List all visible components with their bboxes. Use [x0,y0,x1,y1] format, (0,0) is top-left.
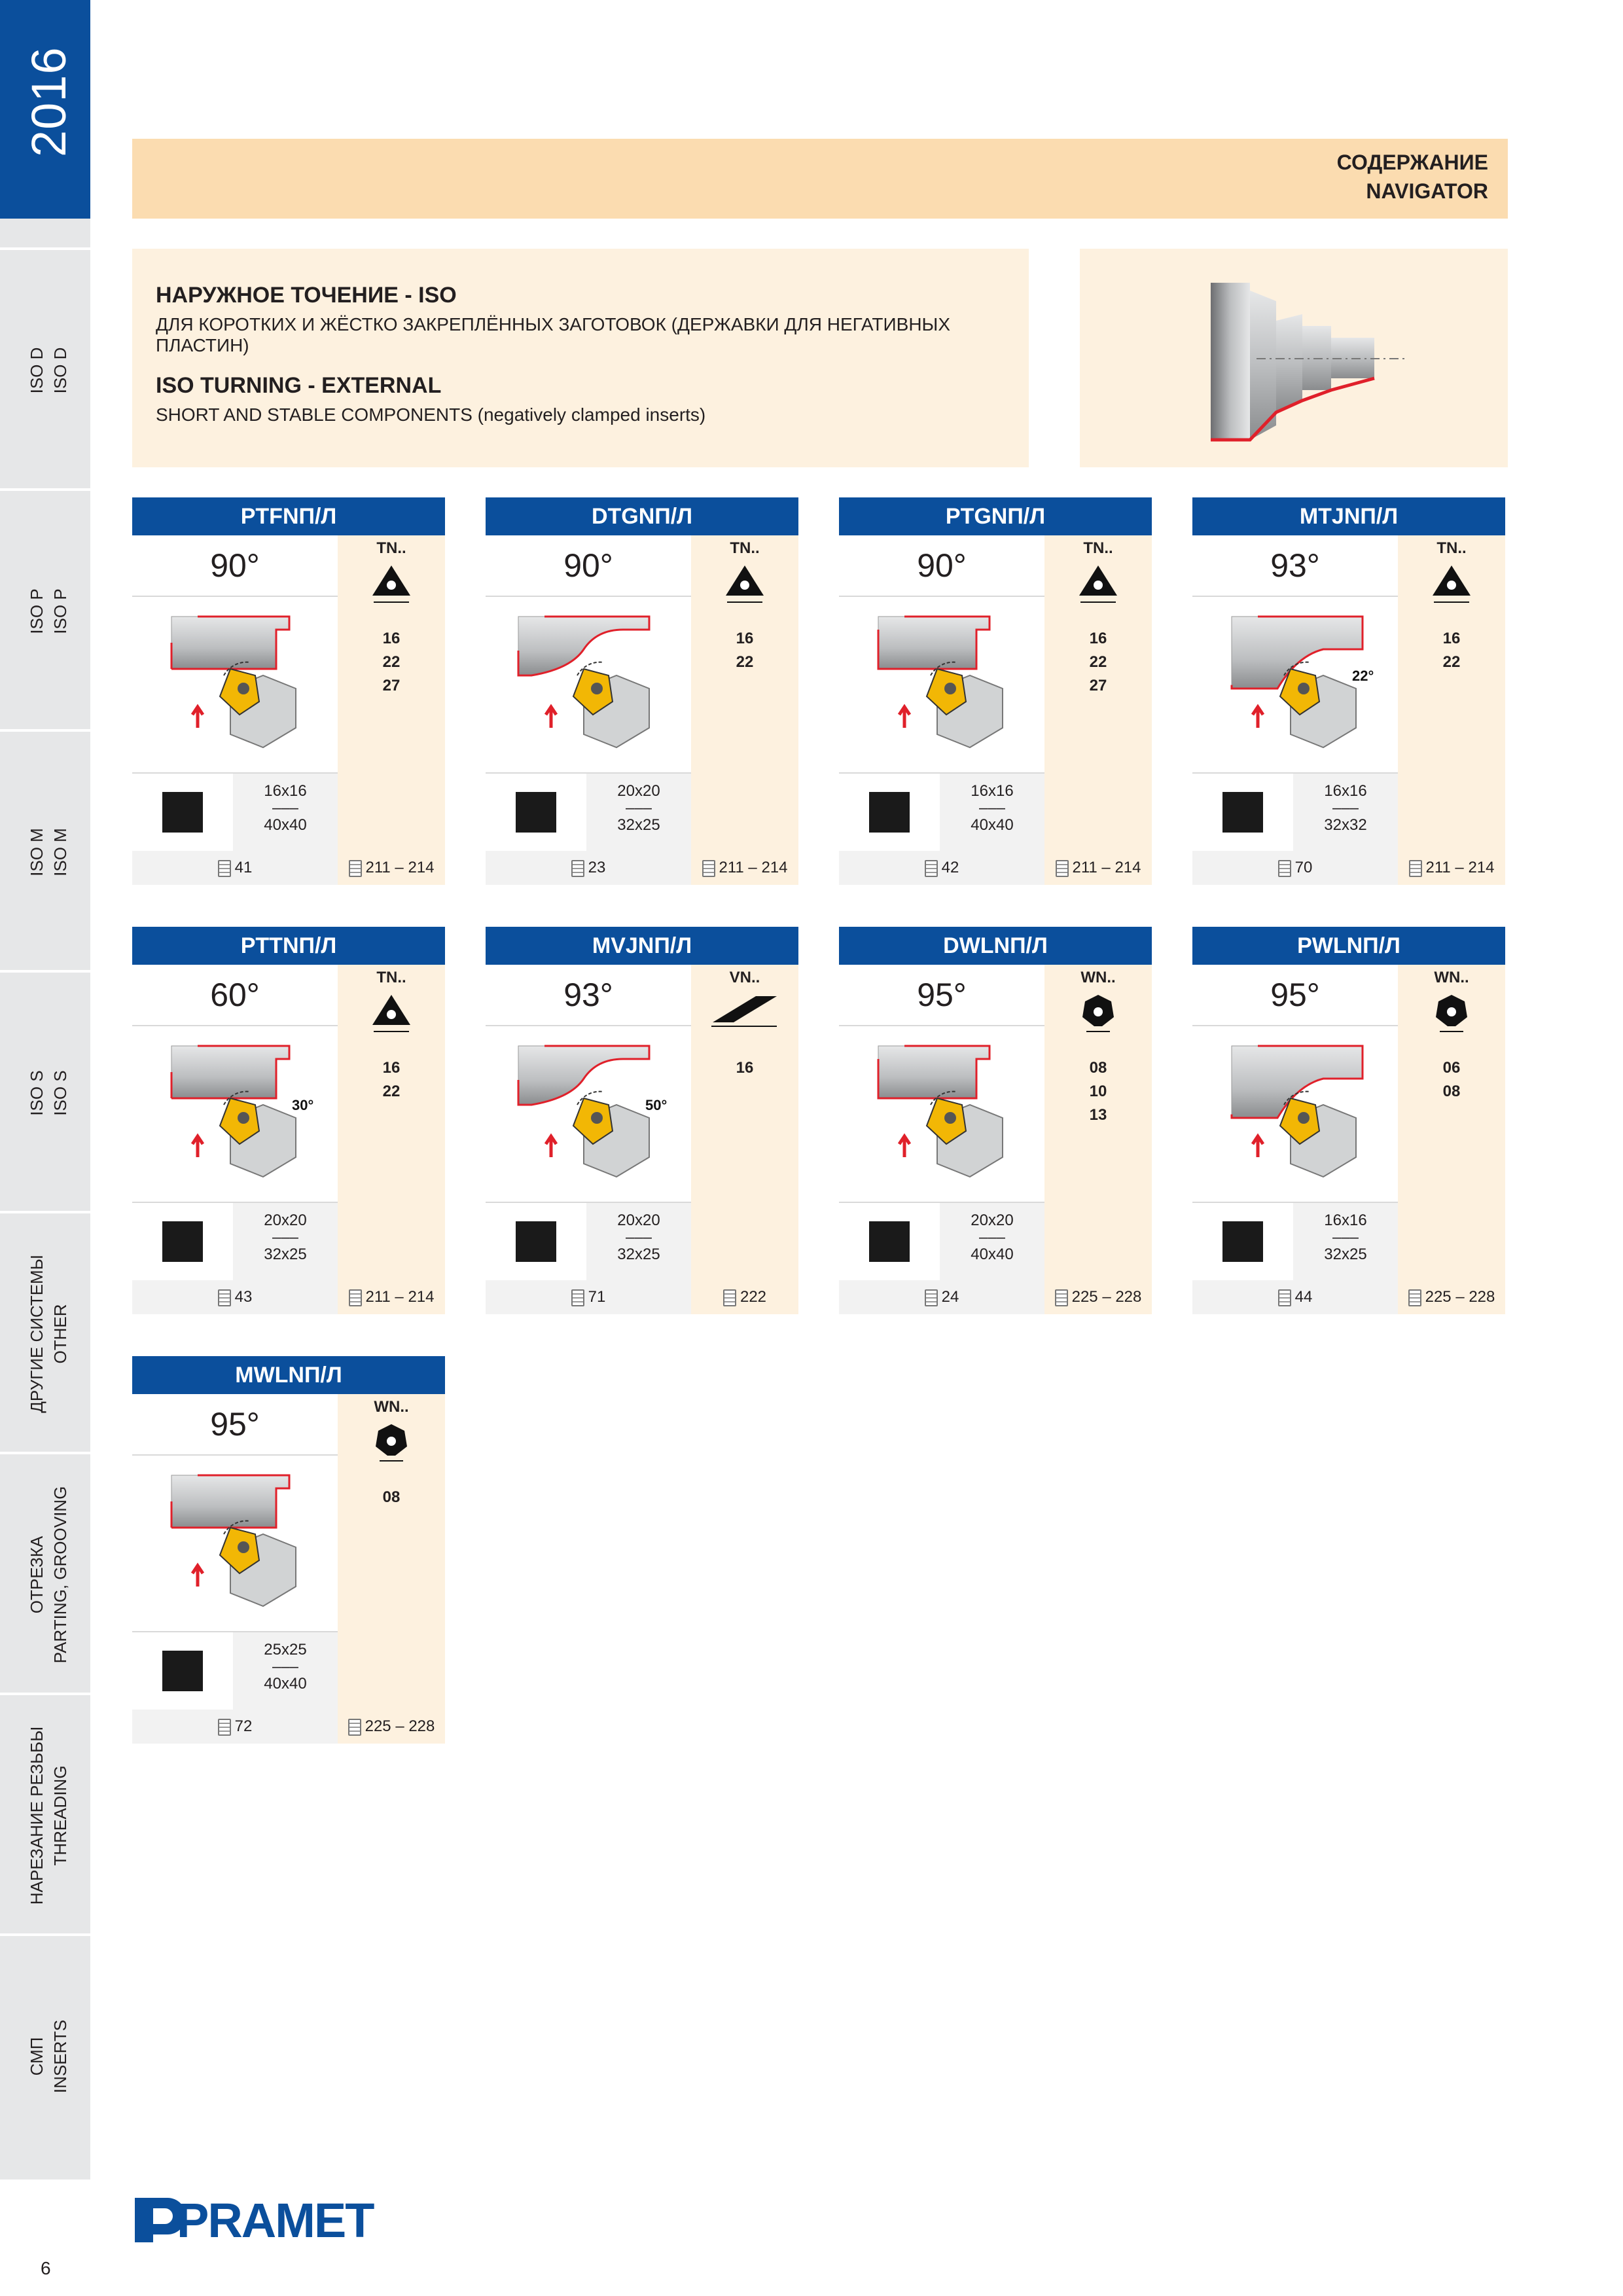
year-label: 2016 [22,46,76,157]
insert-sizes [338,627,445,698]
insert-info-column [1398,965,1505,1280]
page-icon [1055,1289,1068,1306]
shank-dim-min: 20x20 [617,1211,660,1229]
catalog-page-link[interactable] [839,1280,1044,1314]
insert-size: 13 [1089,1106,1107,1124]
approach-angle: 93° [563,977,613,1013]
sidebar-section-label [25,1949,72,2164]
insert-size: 16 [1442,630,1461,647]
page-icon [349,1289,362,1306]
shank-dimensions [233,1203,338,1282]
card-footer [839,1280,1152,1314]
insert-info-column [1398,535,1505,851]
tool-holder-title[interactable]: MWLNП/Л [132,1356,445,1394]
shank-dimensions [940,1203,1044,1282]
insert-pages: 225 – 228 [1071,1288,1142,1306]
sidebar-section-iso-d[interactable] [0,247,90,491]
shank-dimensions [586,774,691,852]
square-shank-icon [162,1651,203,1691]
year-tab[interactable] [0,0,90,219]
insert-sizes [1044,627,1152,698]
sidebar-label-en: ISO S [50,1070,70,1116]
page-icon [925,1289,938,1306]
tool-holder-illustration [839,1026,1044,1203]
insert-pages: 225 – 228 [365,1717,435,1735]
tool-holder-illustration [1192,1026,1398,1203]
insert-info-column [338,535,445,851]
shank-dim-min: 20x20 [264,1211,307,1229]
sidebar-section-label [25,986,72,1200]
insert-shape-icon [338,562,445,607]
page-icon [218,1719,231,1736]
catalog-page: 42 [941,859,959,876]
catalog-page: 43 [234,1288,253,1306]
tool-holder-title[interactable]: PTFNП/Л [132,497,445,535]
shank-row [1192,1202,1398,1282]
tool-holder-card[interactable] [132,1356,445,1744]
dim-separator: ––– [625,799,652,817]
shank-row [1192,772,1398,852]
dim-separator: ––– [272,799,299,817]
insert-shape-icon [1398,991,1505,1036]
logo-text: PRAMET [177,2194,374,2246]
tool-holder-illustration [839,597,1044,774]
insert-size: 16 [382,630,401,647]
insert-size: 22 [382,653,401,671]
shank-dim-max: 32x25 [1324,1246,1367,1263]
shank-dim-max: 40x40 [971,1246,1014,1263]
card-footer [132,851,445,885]
tool-holder-title[interactable]: DWLNП/Л [839,927,1152,965]
insert-sizes [691,627,798,674]
sidebar-section-threading[interactable] [0,1693,90,1936]
sidebar-section-label [25,1708,72,1923]
catalog-page-link[interactable] [1192,851,1398,885]
sidebar-label-ru: СМП [27,2037,46,2076]
catalog-page: 24 [941,1288,959,1306]
tool-holder-illustration [1192,597,1398,774]
insert-pages-link[interactable] [1398,1280,1505,1314]
insert-sizes [1044,1056,1152,1127]
insert-size: 16 [1089,630,1107,647]
shank-dim-max: 40x40 [971,816,1014,834]
catalog-page-link[interactable] [839,851,1044,885]
square-shank-icon [516,1221,556,1262]
insert-code: TN.. [376,539,406,557]
tool-holder-title[interactable]: MVJNП/Л [486,927,798,965]
sidebar-label-ru: ОТРЕЗКА [27,1535,46,1614]
insert-pages-link[interactable] [691,851,798,885]
insert-pages-link[interactable] [1398,851,1505,885]
shank-row [486,772,691,852]
insert-shape-icon [691,991,798,1031]
approach-angle: 90° [563,547,613,584]
insert-size: 08 [382,1488,401,1506]
svg-text:50°: 50° [645,1097,668,1113]
insert-pages-link[interactable] [338,851,445,885]
approach-angle: 93° [1270,547,1320,584]
page-icon [1408,1289,1421,1306]
card-footer [486,1280,798,1314]
insert-shape-icon [1044,562,1152,607]
card-footer [1192,1280,1505,1314]
tool-holder-title[interactable]: PWLNП/Л [1192,927,1505,965]
tool-holder-illustration [486,597,691,774]
insert-sizes [691,1056,798,1080]
approach-angle: 95° [1270,977,1320,1013]
sidebar-label-en: INSERTS [50,2019,70,2094]
shank-dim-max: 40x40 [264,816,307,834]
page-icon [571,860,584,877]
page-icon [723,1289,736,1306]
shank-dim-min: 16x16 [1324,1211,1367,1229]
insert-pages: 225 – 228 [1425,1288,1495,1306]
square-shank-icon [162,792,203,833]
shank-row [132,1631,338,1711]
dim-separator: ––– [978,799,1006,817]
insert-shape-icon [338,1420,445,1465]
catalog-page: 41 [234,859,253,876]
svg-text:22°: 22° [1352,668,1374,684]
pramet-logo[interactable] [131,2194,406,2246]
catalog-page: 44 [1294,1288,1313,1306]
insert-pages-link[interactable] [338,1710,445,1744]
insert-sizes [1398,627,1505,674]
tool-holder-illustration [132,1026,338,1203]
insert-sizes [338,1486,445,1509]
tool-holder-illustration [486,1026,691,1203]
shank-row [486,1202,691,1282]
shank-dimensions [233,774,338,852]
tool-holder-title[interactable]: PTGNП/Л [839,497,1152,535]
navigator-title-en: NAVIGATOR [1366,179,1488,203]
shank-row [132,772,338,852]
tool-holder-card[interactable] [132,927,445,1314]
sidebar-section-label [25,504,72,719]
tool-holder-title[interactable]: DTGNП/Л [486,497,798,535]
insert-code: WN.. [1434,969,1469,986]
sidebar-label-ru: НАРЕЗАНИЕ РЕЗЬБЫ [27,1726,46,1905]
card-footer [839,851,1152,885]
dim-separator: ––– [978,1229,1006,1246]
sidebar-section-iso-p[interactable] [0,488,90,732]
dim-separator: ––– [1332,799,1359,817]
page-icon [925,860,938,877]
shank-dim-min: 16x16 [264,782,307,800]
insert-shape-icon [691,562,798,607]
insert-code: TN.. [1083,539,1113,557]
tool-holder-card[interactable] [1192,497,1505,885]
square-shank-icon [869,1221,910,1262]
shank-row [839,1202,1044,1282]
shank-dim-max: 32x25 [617,816,660,834]
approach-angle: 95° [210,1406,260,1443]
catalog-page: 70 [1294,859,1313,876]
card-footer [1192,851,1505,885]
insert-pages: 211 – 214 [719,859,788,876]
shank-row [132,1202,338,1282]
tool-holder-card[interactable] [839,927,1152,1314]
insert-info-column [1044,535,1152,851]
page-icon [1278,860,1291,877]
shank-dim-max: 32x25 [264,1246,307,1263]
page-icon [702,860,715,877]
sidebar-section-other[interactable] [0,1211,90,1454]
sidebar-label-en: THREADING [50,1765,70,1866]
sidebar-label-en: ISO D [50,347,70,394]
tool-holder-title[interactable]: MTJNП/Л [1192,497,1505,535]
insert-pages-link[interactable] [1044,1280,1152,1314]
catalog-page: 23 [588,859,606,876]
square-shank-icon [162,1221,203,1262]
approach-angle: 90° [917,547,967,584]
approach-angle: 90° [210,547,260,584]
sidebar-section-label [25,1227,72,1441]
insert-info-column [691,535,798,851]
page-icon [218,1289,231,1306]
shank-dim-max: 40x40 [264,1675,307,1693]
page-icon [1409,860,1422,877]
insert-size: 16 [382,1059,401,1077]
shank-dimensions [233,1632,338,1711]
insert-code: TN.. [730,539,760,557]
turning-illustration [1080,249,1508,467]
insert-pages-link[interactable] [1044,851,1152,885]
sidebar-section-label [25,745,72,960]
sidebar-label-en: OTHER [50,1304,70,1364]
shank-dim-max: 32x32 [1324,816,1367,834]
catalog-page-link[interactable] [132,851,338,885]
page-icon [571,1289,584,1306]
sidebar-section-inserts[interactable] [0,1933,90,2177]
insert-size: 27 [1089,677,1107,694]
square-shank-icon [869,792,910,833]
sidebar-section-iso-m[interactable] [0,729,90,973]
dim-separator: ––– [272,1229,299,1246]
insert-size: 16 [736,630,754,647]
catalog-page-link[interactable] [486,1280,691,1314]
navigator-title-ru: СОДЕРЖАНИЕ [1336,151,1488,174]
section-title-en: ISO TURNING - EXTERNAL [156,373,442,398]
catalog-page-link[interactable] [132,1710,338,1744]
shank-row [839,772,1044,852]
dim-separator: ––– [272,1658,299,1676]
square-shank-icon [516,792,556,833]
sidebar-section-label [25,1467,72,1682]
insert-code: VN.. [729,969,760,986]
catalog-page-link[interactable] [1192,1280,1398,1314]
sidebar-label-ru: ISO S [27,1070,46,1116]
page-icon [218,860,231,877]
shank-dim-min: 25x25 [264,1641,307,1659]
approach-angle: 95° [917,977,967,1013]
square-shank-icon [1222,1221,1263,1262]
insert-size: 27 [382,677,401,694]
insert-pages: 211 – 214 [1072,859,1141,876]
catalog-page: 72 [234,1717,253,1735]
shank-dim-min: 20x20 [617,782,660,800]
sidebar-label-ru: ДРУГИЕ СИСТЕМЫ [27,1255,46,1413]
shank-dimensions [1293,1203,1398,1282]
shank-dim-max: 32x25 [617,1246,660,1263]
tool-holder-card[interactable] [132,497,445,885]
shank-dim-min: 16x16 [971,782,1014,800]
sidebar-label-en: PARTING, GROOVING [50,1486,70,1664]
insert-shape-icon [1044,991,1152,1036]
insert-shape-icon [1398,562,1505,607]
sidebar-section-label [25,263,72,478]
tool-holder-card[interactable] [486,927,798,1314]
sidebar-label-ru: ISO D [27,347,46,394]
insert-size: 22 [1442,653,1461,671]
catalog-page-link[interactable] [132,1280,338,1314]
shank-dimensions [586,1203,691,1282]
catalog-page-link[interactable] [486,851,691,885]
insert-size: 06 [1442,1059,1461,1077]
sidebar-section-iso-s[interactable] [0,970,90,1213]
insert-pages: 211 – 214 [1425,859,1495,876]
insert-size: 16 [736,1059,754,1077]
insert-info-column [338,965,445,1280]
tool-holder-card[interactable] [486,497,798,885]
insert-size: 22 [736,653,754,671]
section-header [132,249,1029,467]
section-subtitle-ru: ДЛЯ КОРОТКИХ И ЖЁСТКО ЗАКРЕПЛЁННЫХ ЗАГОТОВОК (ДЕРЖАВКИ ДЛЯ НЕГАТИВНЫХ ПЛАСТИН) [156,314,951,355]
tool-holder-title[interactable]: PTTNП/Л [132,927,445,965]
insert-info-column [691,965,798,1280]
square-shank-icon [1222,792,1263,833]
insert-size: 08 [1442,1083,1461,1100]
svg-text:30°: 30° [292,1097,314,1113]
tool-holder-card[interactable] [1192,927,1505,1314]
approach-angle: 60° [210,977,260,1013]
insert-pages-link[interactable] [691,1280,798,1314]
page-icon [348,1719,361,1736]
tool-holder-illustration [132,597,338,774]
sidebar-label-ru: ISO P [27,588,46,634]
turning-diagram [1080,249,1508,467]
insert-size: 22 [1089,653,1107,671]
insert-sizes [338,1056,445,1103]
sidebar-label-en: ISO M [50,828,70,876]
section-subtitle-en: SHORT AND STABLE COMPONENTS (negatively clamped inserts) [156,404,706,425]
card-footer [132,1710,445,1744]
navigator-bar[interactable] [132,139,1508,219]
shank-dim-min: 16x16 [1324,782,1367,800]
page-icon [1056,860,1069,877]
insert-size: 08 [1089,1059,1107,1077]
insert-size: 10 [1089,1083,1107,1100]
insert-code: WN.. [1080,969,1116,986]
tool-holder-card[interactable] [839,497,1152,885]
page-number: 6 [41,2258,51,2278]
page-icon [349,860,362,877]
shank-dim-min: 20x20 [971,1211,1014,1229]
catalog-page: 71 [588,1288,606,1306]
sidebar-label-ru: ISO M [27,828,46,876]
dim-separator: ––– [625,1229,652,1246]
shank-dimensions [1293,774,1398,852]
card-footer [132,1280,445,1314]
page-icon [1278,1289,1291,1306]
insert-pages: 222 [740,1288,767,1306]
insert-code: TN.. [376,969,406,986]
sidebar-label-en: ISO P [50,588,70,634]
insert-code: TN.. [1436,539,1467,557]
insert-shape-icon [338,991,445,1036]
insert-info-column [338,1394,445,1710]
dim-separator: ––– [1332,1229,1359,1246]
insert-size: 22 [382,1083,401,1100]
insert-code: WN.. [374,1398,409,1416]
insert-sizes [1398,1056,1505,1103]
section-title-ru: НАРУЖНОЕ ТОЧЕНИЕ - ISO [156,283,457,308]
sidebar-section-parting-grooving[interactable] [0,1452,90,1695]
insert-pages: 211 – 214 [365,1288,435,1306]
insert-info-column [1044,965,1152,1280]
shank-dimensions [940,774,1044,852]
insert-pages: 211 – 214 [365,859,435,876]
card-footer [486,851,798,885]
tool-holder-illustration [132,1456,338,1632]
insert-pages-link[interactable] [338,1280,445,1314]
